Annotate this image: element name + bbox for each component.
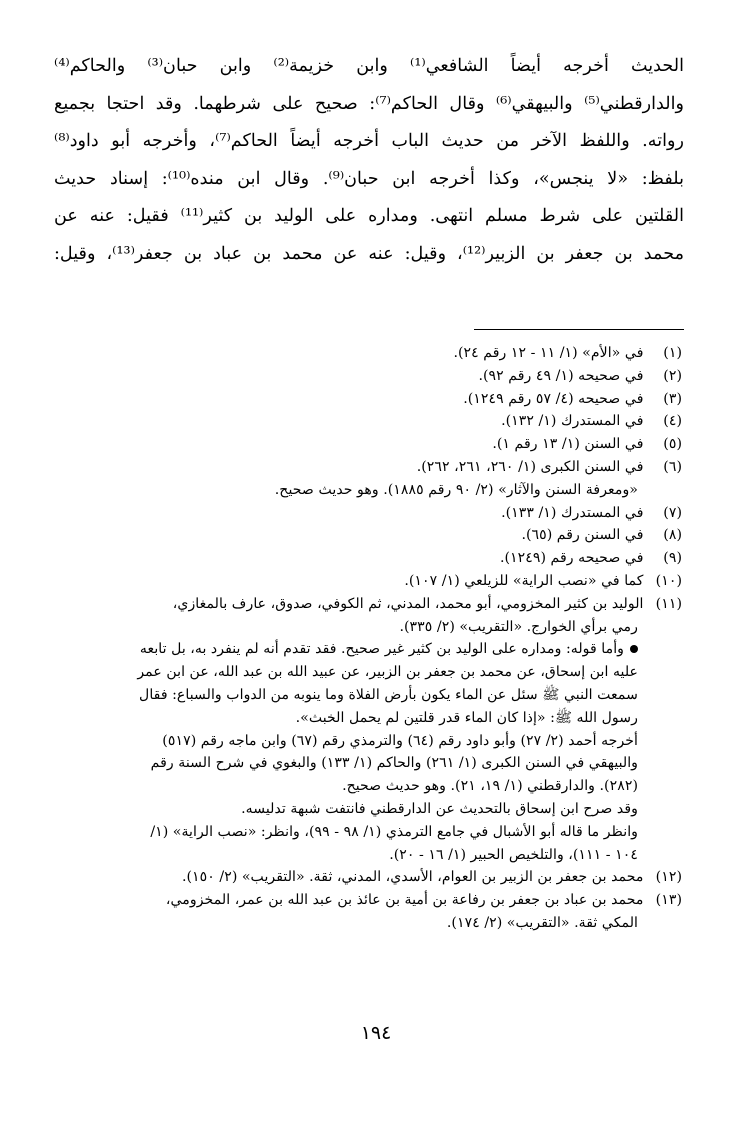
footnote-text: في المستدرك (١/ ١٣٢). [501,413,644,430]
footnote [64,866,682,889]
footnote-continuation [64,479,682,502]
commentary-line: ١٠٤ - ١١١)، والتلخيص الحبير (١/ ١٦ - ٢٠). [389,846,638,863]
page-number: ١٩٤ [360,1022,392,1044]
footnote-number: (١) [663,345,682,361]
footnote-text: رمي برأي الخوارج. «التقريب» (٢/ ٣٣٥). [399,618,638,635]
main-line: القلتين على شرط مسلم انتهى. ومداره على الوليد بن كثير⁽¹¹⁾ فقيل: عنه عن [54,206,684,226]
main-line: محمد بن جعفر بن الزبير⁽¹²⁾، وقيل: عنه عن محمد بن عباد بن جعفر⁽¹³⁾، وقيل: [54,243,684,264]
footnote [64,547,682,570]
footnote-number: (٨) [663,527,682,544]
footnote-separator [474,329,684,330]
main-line: رواته. واللفظ الآخر من حديث الباب أخرجه أيضاً الحاكم⁽⁷⁾، وأخرجه أبو داود⁽⁸⁾ [54,131,684,151]
footnote-text: في السنن الكبرى (١/ ٢٦٠، ٢٦١، ٢٦٢). [416,458,644,475]
footnote-number: (١٠) [655,572,682,589]
footnote-text: كما في «نصب الراية» للزيلعي (١/ ١٠٧). [404,572,644,589]
footnote-text: الوليد بن كثير المخزومي، أبو محمد، المدني، ثم الكوفي، صدوق، عارف بالمغازي، [172,595,644,612]
footnote [64,524,682,547]
footnote [64,593,682,616]
footnotes-section [64,342,682,935]
main-line: والدارقطني⁽⁵⁾ والبيهقي⁽⁶⁾ وقال الحاكم⁽⁷⁾: صحيح على شرطهما. وقد احتجا بجميع [54,93,684,114]
commentary-line: وانظر ما قاله أبو الأشبال في جامع الترمذي (١/ ٩٨ - ٩٩)، وانظر: «نصب الراية» (١/ [150,823,638,840]
footnote-number: (١٢) [655,869,682,886]
footnote-number: (٥) [663,436,682,453]
commentary-line: أخرجه أحمد (٢/ ٢٧) وأبو داود رقم (٦٤) والترمذي رقم (٦٧) وابن ماجه رقم (٥١٧) [162,732,638,749]
footnote-text: محمد بن جعفر بن الزبير بن العوام، الأسدي، المدني، ثقة. «التقريب» (٢/ ١٥٠). [181,869,644,886]
footnote [64,570,682,593]
footnote [64,388,682,411]
footnote [64,433,682,456]
commentary-line: وقد صرح ابن إسحاق بالتحديث عن الدارقطني فانتفت شبهة تدليسه. [241,800,638,817]
footnote-number: (٦) [663,458,682,475]
footnote-text: المكي ثقة. «التقريب» (٢/ ١٧٤). [446,914,638,931]
footnote-text: محمد بن عباد بن جعفر بن رفاعة بن أمية بن عائذ بن عبد الله بن عمر، المخزومي، [165,892,644,909]
footnote-number: (٣) [663,390,682,407]
main-line: بلفظ: «لا ينجس»، وكذا أخرجه ابن حبان⁽⁹⁾. وقال ابن منده⁽¹⁰⁾: إسناد حديث [54,168,684,189]
footnote-continuation [64,616,682,639]
footnote-text: في صحيحه (٤/ ٥٧ رقم ١٢٤٩). [463,390,644,407]
commentary-line: سمعت النبي ﷺ سئل عن الماء يكون بأرض الفلاة وما ينوبه من الدواب والسباع: فقال [139,686,638,703]
commentary-line: رسول الله ﷺ: «إذا كان الماء قدر قلتين لم يحمل الخبث». [295,709,638,726]
footnote-text: في صحيحه (١/ ٤٩ رقم ٩٢). [478,367,644,384]
footnote [64,889,682,912]
main-text-body [54,48,684,273]
main-paragraph [54,48,684,273]
footnote-text: في السنن رقم (٦٥). [521,527,644,544]
footnote-text: «ومعرفة السنن والآثار» (٢/ ٩٠ رقم ١٨٨٥). وهو حديث صحيح. [274,481,638,498]
commentary-line: والبيهقي في السنن الكبرى (١/ ٢٦١) والحاكم (١/ ١٣٣) والبغوي في شرح السنة رقم [150,755,638,772]
footnote-continuation [64,912,682,935]
footnote-number: (٤) [663,413,682,430]
commentary-line: (٢٨٢). والدارقطني (١/ ١٩، ٢١). وهو حديث صحيح. [342,778,638,795]
footnote-text: في السنن (١/ ١٣ رقم ١). [492,436,644,453]
footnote-text: في «الأم» (١/ ١١ - ١٢ رقم ٢٤). [453,345,644,361]
footnote-number: (٧) [663,504,682,521]
footnote [64,410,682,433]
footnote-text: في صحيحه رقم (١٢٤٩). [499,550,644,567]
footnote-number: (٢) [663,367,682,384]
main-line: الحديث أخرجه أيضاً الشافعي⁽¹⁾ وابن خزيمة⁽²⁾ وابن حبان⁽³⁾ والحاكم⁽⁴⁾ [54,56,684,76]
footnote-number: (٩) [663,550,682,567]
commentary-line: عليه ابن إسحاق، عن محمد بن جعفر بن الزبير، عن عبيد الله بن عبد الله، عن ابن عمر [137,664,638,681]
footnote-text: في المستدرك (١/ ١٣٣). [501,504,644,521]
footnote [64,456,682,479]
footnote-number: (١١) [655,595,682,612]
footnote [64,365,682,388]
commentary-text: وأما قوله: ومداره على الوليد بن كثير غير صحيح. فقد تقدم أنه لم ينفرد به، بل تابعه [139,641,624,658]
commentary-bullet-line [64,638,682,661]
footnote-number: (١٣) [655,892,682,909]
bullet-icon [630,645,638,653]
footnote [64,502,682,525]
footnote [64,342,682,365]
